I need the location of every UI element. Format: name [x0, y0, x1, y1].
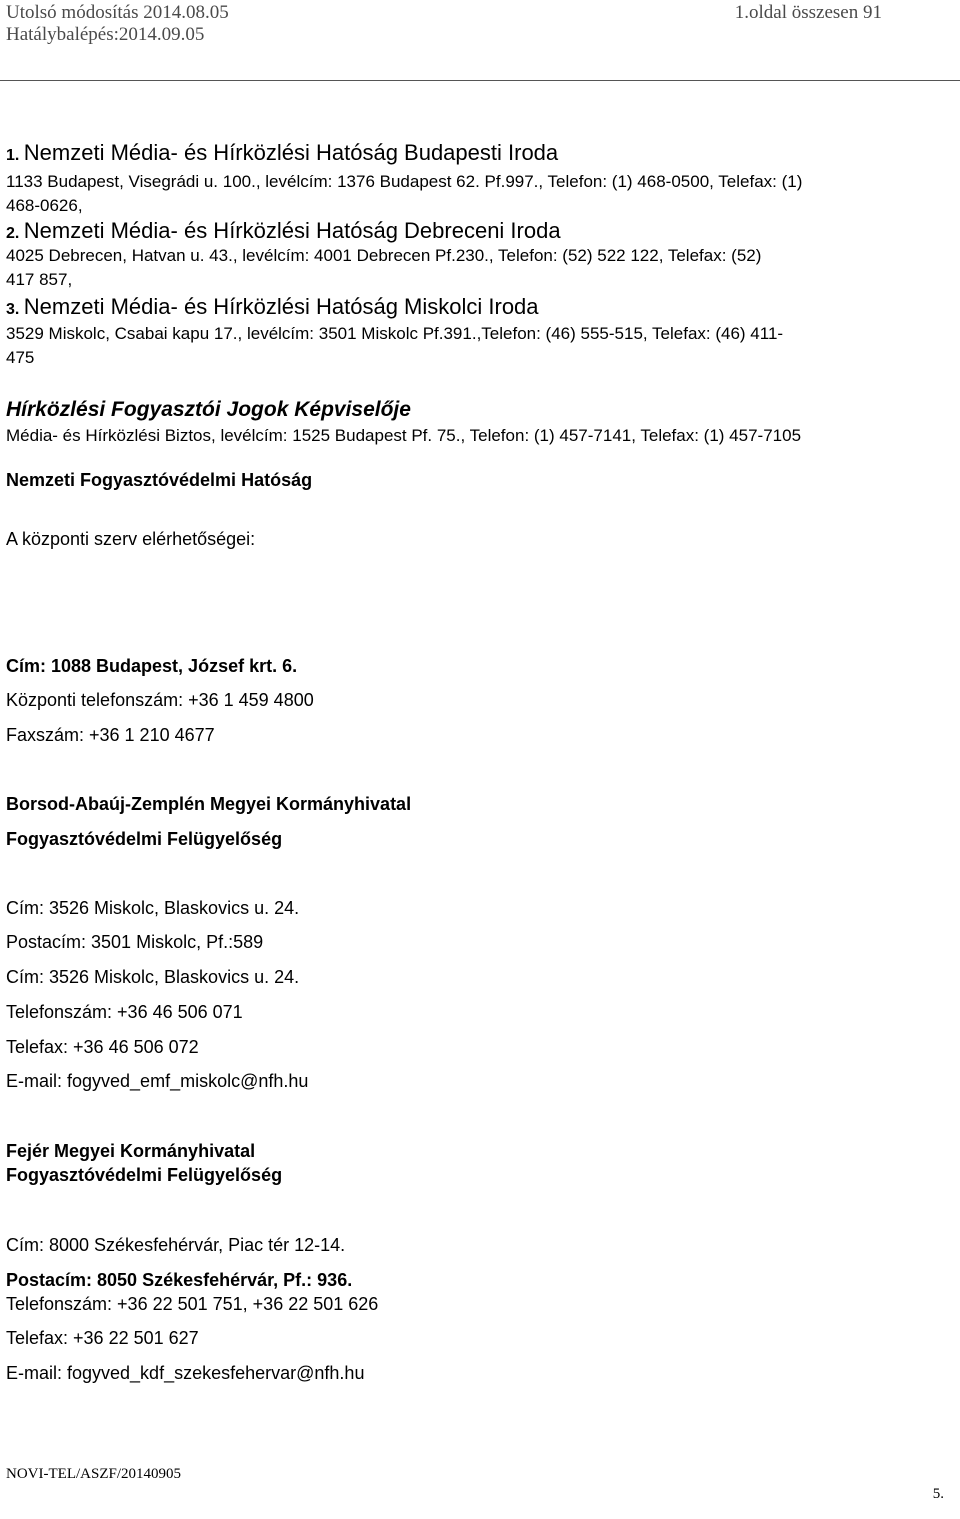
effective-date: Hatálybalépés:2014.09.05 [6, 24, 205, 45]
office-miskolc-heading [6, 294, 539, 320]
nfh-central-label: A központi szerv elérhetőségei: [6, 529, 256, 549]
borsod-address-repeat: Cím: 3526 Miskolc, Blaskovics u. 24. [6, 967, 300, 987]
borsod-title: Borsod-Abaúj-Zemplén Megyei Kormányhivatal [6, 794, 412, 814]
office-name: Nemzeti Média- és Hírközlési Hatóság Debreceni Iroda [23, 218, 561, 243]
representative-details: Média- és Hírközlési Biztos, levélcím: 1525 Budapest Pf. 75., Telefon: (1) 457-7141, Telefax: (1) 457-7105 [6, 426, 802, 445]
office-address-line: 475 [6, 348, 35, 367]
borsod-phone: Telefonszám: +36 46 506 071 [6, 1002, 243, 1022]
page-info: 1.oldal összesen 91 [734, 2, 882, 23]
footer-doc-id: NOVI-TEL/ASZF/20140905 [6, 1466, 181, 1482]
office-address-line: 468-0626, [6, 196, 83, 215]
nfh-fax: Faxszám: +36 1 210 4677 [6, 725, 215, 745]
borsod-address: Cím: 3526 Miskolc, Blaskovics u. 24. [6, 898, 300, 918]
nfh-phone: Központi telefonszám: +36 1 459 4800 [6, 690, 314, 710]
office-name: Nemzeti Média- és Hírközlési Hatóság Miskolci Iroda [23, 294, 539, 319]
office-address-line: 4025 Debrecen, Hatvan u. 43., levélcím: 4001 Debrecen Pf.230., Telefon: (52) 522 122, Telefax: (52) [6, 246, 762, 265]
nfh-title: Nemzeti Fogyasztóvédelmi Hatóság [6, 470, 313, 490]
fejer-address: Cím: 8000 Székesfehérvár, Piac tér 12-14. [6, 1235, 346, 1255]
fejer-phone: Telefonszám: +36 22 501 751, +36 22 501 626 [6, 1294, 379, 1314]
office-number: 1. [6, 147, 20, 164]
office-address-line: 1133 Budapest, Visegrádi u. 100., levélcím: 1376 Budapest 62. Pf.997., Telefon: (1) 468-0500, Telefax: (1) [6, 172, 803, 191]
office-address-line: 417 857, [6, 270, 73, 289]
fejer-subtitle: Fogyasztóvédelmi Felügyelőség [6, 1165, 283, 1185]
representative-title: Hírközlési Fogyasztói Jogok Képviselője [6, 398, 411, 421]
office-address-line: 3529 Miskolc, Csabai kapu 17., levélcím: 3501 Miskolc Pf.391.,Telefon: (46) 555-515, Telefax: (46) 411- [6, 324, 784, 343]
office-debrecen-heading [6, 218, 561, 244]
fejer-postal: Postacím: 8050 Székesfehérvár, Pf.: 936. [6, 1270, 353, 1290]
nfh-address: Cím: 1088 Budapest, József krt. 6. [6, 656, 298, 676]
office-budapest-heading [6, 140, 558, 166]
borsod-postal: Postacím: 3501 Miskolc, Pf.:589 [6, 932, 264, 952]
office-name: Nemzeti Média- és Hírközlési Hatóság Budapesti Iroda [23, 140, 559, 165]
footer-page-number: 5. [932, 1486, 944, 1502]
borsod-email: E-mail: fogyved_emf_miskolc@nfh.hu [6, 1071, 309, 1091]
borsod-fax: Telefax: +36 46 506 072 [6, 1037, 199, 1057]
modified-date: Utolsó módosítás 2014.08.05 [6, 2, 229, 23]
fejer-title: Fejér Megyei Kormányhivatal [6, 1141, 256, 1161]
office-number: 3. [6, 301, 20, 318]
header-divider [0, 80, 960, 81]
fejer-fax: Telefax: +36 22 501 627 [6, 1328, 199, 1348]
fejer-email: E-mail: fogyved_kdf_szekesfehervar@nfh.hu [6, 1363, 365, 1383]
office-number: 2. [6, 225, 20, 242]
borsod-subtitle: Fogyasztóvédelmi Felügyelőség [6, 829, 283, 849]
